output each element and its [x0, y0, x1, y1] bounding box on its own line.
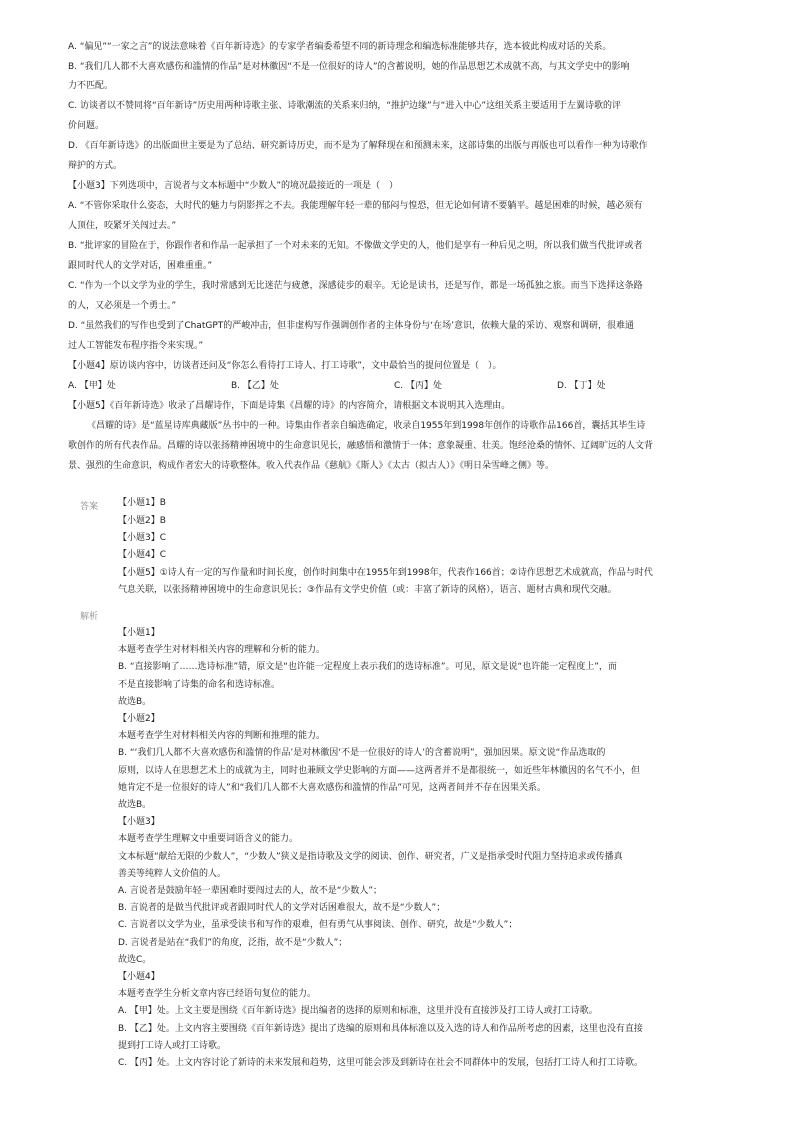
- q3-option-d-cont: 过人工智能发布程序指令来实现。”: [68, 341, 204, 351]
- analysis-line: 【小题3】: [118, 817, 160, 827]
- analysis-label: 解析: [80, 612, 99, 622]
- q2-option-b-cont: 力不匹配。: [68, 81, 114, 91]
- answer-line: 【小题2】B: [118, 516, 166, 526]
- q2-option-b: B. “我们几人都不大喜欢感伤和滥情的作品”是对林徽因“不是一位很好的诗人”的含蓄说明，她的作品思想艺术成就不高，与其文学史中的影响: [68, 62, 630, 72]
- q5-passage-line: 歌创作的所有代表作品。昌耀的诗以张扬精神困境中的生命意识见长，融感悟和激情于一体；意象凝重、壮美。饱经沧桑的情怀、辽阔旷远的人文背: [68, 441, 654, 451]
- analysis-line: C. 【丙】处。上文内容讨论了新诗的未来发展和趋势，这里可能会涉及到新诗在社会不同群体中的发展，包括打工诗人和打工诗歌。: [118, 1058, 644, 1068]
- answer-line: 【小题1】B: [118, 498, 166, 508]
- q2-option-d: D. 《百年新诗选》的出版面世主要是为了总结、研究新诗历史，而不是为了解释现在和预测未来，这部诗集的出版与再版也可以看作一种为诗歌作: [68, 141, 648, 151]
- analysis-line: A. 言说者是鼓励年轻一辈困难时要闯过去的人，故不是“少数人”；: [118, 886, 383, 896]
- q3-option-c: C. “作为一个以文学为业的学生，我时常感到无比迷茫与疲惫，深感徒步的艰辛。无论是读书，还是写作，都是一场孤独之旅。而当下选择这条路: [68, 281, 643, 291]
- analysis-line: B. 【乙】处。上文内容主要围绕《百年新诗选》提出了选编的原则和具体标准以及入选的诗人和作品所考虑的因素，这里也没有直接: [118, 1024, 643, 1034]
- q2-option-c-cont: 价问题。: [68, 121, 105, 131]
- analysis-line: B. “‘我们几人都不大喜欢感伤和滥情的作品’是对林徽因‘不是一位很好的诗人’的含蓄说明”，强加因果。原文说“作品选取的: [118, 748, 606, 758]
- q3-option-c-cont: 的人，又必须是一个勇士。”: [68, 301, 177, 311]
- analysis-line: 本题考查学生对材料相关内容的理解和分析的能力。: [118, 645, 326, 655]
- analysis-line: B. “直接影响了……选诗标准”错，原文是“也许能一定程度上表示我们的选诗标准”。可见，原文是说“也许能一定程度上”，而: [118, 662, 617, 672]
- q4-option-d: D. 【丁】处: [557, 381, 606, 391]
- analysis-line: C. 言说者以文学为业，虽承受读书和写作的艰难，但有勇气从事阅读、创作、研究，故是“少数人”；: [118, 920, 518, 930]
- analysis-line: 本题考查学生对材料相关内容的判断和推理的能力。: [118, 731, 326, 741]
- analysis-line: 故选B。: [118, 800, 152, 810]
- analysis-line: A. 【甲】处。上文主要是围绕《百年新诗选》提出编者的选择的原则和标准，这里并没有直接涉及打工诗人或打工诗歌。: [118, 1006, 598, 1016]
- analysis-line: 【小题2】: [118, 714, 160, 724]
- q3-option-a-cont: 人顶住，咬紧牙关闯过去。”: [68, 221, 177, 231]
- analysis-line: 不是直接影响了诗集的命名和选诗标准。: [118, 680, 281, 690]
- q3-stem: 【小题3】下列选项中，言说者与文本标题中“少数人”的境况最接近的一项是（ ）: [68, 181, 399, 191]
- analysis-line: 原则，以诗人在思想艺术上的成就为主，同时也兼顾文学史影响的方面——这两者并不是都很统一，如近些年林徽因的名气不小，但: [118, 766, 641, 776]
- q4-option-c: C. 【丙】处: [394, 381, 443, 391]
- answer-line: 【小题3】C: [118, 533, 167, 543]
- q4-options: [68, 379, 728, 393]
- q4-option-a: A. 【甲】处: [68, 381, 116, 391]
- answer-line: 【小题5】①诗人有一定的写作量和时间长度，创作时间集中在1955年到1998年，代表作166首；②诗作思想艺术成就高，作品与时代: [118, 568, 653, 578]
- analysis-line: D. 言说者是站在“我们”的角度，泛指，故不是“少数人”；: [118, 938, 348, 948]
- analysis-line: 文本标题“献给无限的少数人”，“少数人”狭义是指诗歌及文学的阅读、创作、研究者，广义是指承受时代阻力坚持追求或传播真: [118, 852, 623, 862]
- analysis-line: B. 言说者的是做当代批评或者跟同时代人的文学对话困难很大，故不是“少数人”；: [118, 903, 446, 913]
- q5-passage-line: 《昌耀的诗》是“蓝星诗库典藏版”丛书中的一种。诗集由作者亲自编选确定，收录自1955年到1998年创作的诗歌作品166首，囊括其毕生诗: [87, 421, 646, 431]
- answer-line: 气息关联，以张扬精神困境中的生命意识见长；③作品有文学史价值（或：丰富了新诗的风格），语言、题材古典和现代交融。: [118, 585, 617, 595]
- analysis-line: 她肯定不是一位很好的诗人”和“我们几人都不大喜欢感伤和滥情的作品”可见，这两者间并不存在因果关系。: [118, 783, 546, 793]
- analysis-line: 提到打工诗人或打工诗歌。: [118, 1041, 227, 1051]
- q4-stem: 【小题4】原访谈内容中，访谈者还问及“你怎么看待打工诗人、打工诗歌”，文中最恰当的提问位置是（ ）。: [68, 361, 502, 371]
- analysis-line: 善美等纯粹人文价值的人。: [118, 869, 227, 879]
- q4-option-b: B. 【乙】处: [231, 381, 279, 391]
- q2-option-a: A. “偏见”“一家之言”的说法意味着《百年新诗选》的专家学者编委希望不同的新诗理念和编选标准能够共存，选本彼此构成对话的关系。: [68, 42, 612, 52]
- q3-option-b: B. “批评家的冒险在于，你跟作者和作品一起承担了一个对未来的无知。不像做文学史的人，他们是享有一种后见之明，所以我们做当代批评或者: [68, 241, 643, 251]
- analysis-line: 【小题4】: [118, 972, 160, 982]
- q3-option-b-cont: 跟同时代人的文学对话，困难重重。”: [68, 261, 213, 271]
- q3-option-d: D. “虽然我们的写作也受到了ChatGPT的严峻冲击，但非虚构写作强调创作者的主体身份与‘在场’意识，依赖大量的采访、观察和调研，很难通: [68, 321, 634, 331]
- answer-label: 答案: [80, 502, 99, 512]
- analysis-line: 故选B。: [118, 697, 152, 707]
- analysis-line: 本题考查学生理解文中重要词语含义的能力。: [118, 834, 299, 844]
- analysis-line: 本题考查学生分析文章内容已经语句复位的能力。: [118, 989, 317, 999]
- analysis-line: 【小题1】: [118, 628, 160, 638]
- q5-passage-line: 景、强烈的生命意识，构成作者宏大的诗歌整体。收入代表作品《慈航》《斯人》《太古（拟古人）》《明日朵雪峰之侧》等。: [68, 461, 555, 471]
- q5-stem: 【小题5】《百年新诗选》收录了昌耀诗作，下面是诗集《昌耀的诗》的内容简介，请根据文本说明其入选理由。: [68, 401, 511, 411]
- analysis-line: 故选C。: [118, 955, 152, 965]
- q2-option-c: C. 访谈者以不赞同将“百年新诗”历史用两种诗歌主张、诗歌潮流的关系来归纳，“推护边缘”与“进入中心”这组关系主要适用于左翼诗歌的评: [68, 101, 621, 111]
- q2-option-d-cont: 辩护的方式。: [68, 161, 123, 171]
- answer-line: 【小题4】C: [118, 550, 167, 560]
- q3-option-a: A. “不管你采取什么姿态，大时代的魅力与阴影挥之不去。我能理解年轻一辈的郁闷与惶恐，但无论如何请不要躺平。越是困难的时候，越必须有: [68, 201, 643, 211]
